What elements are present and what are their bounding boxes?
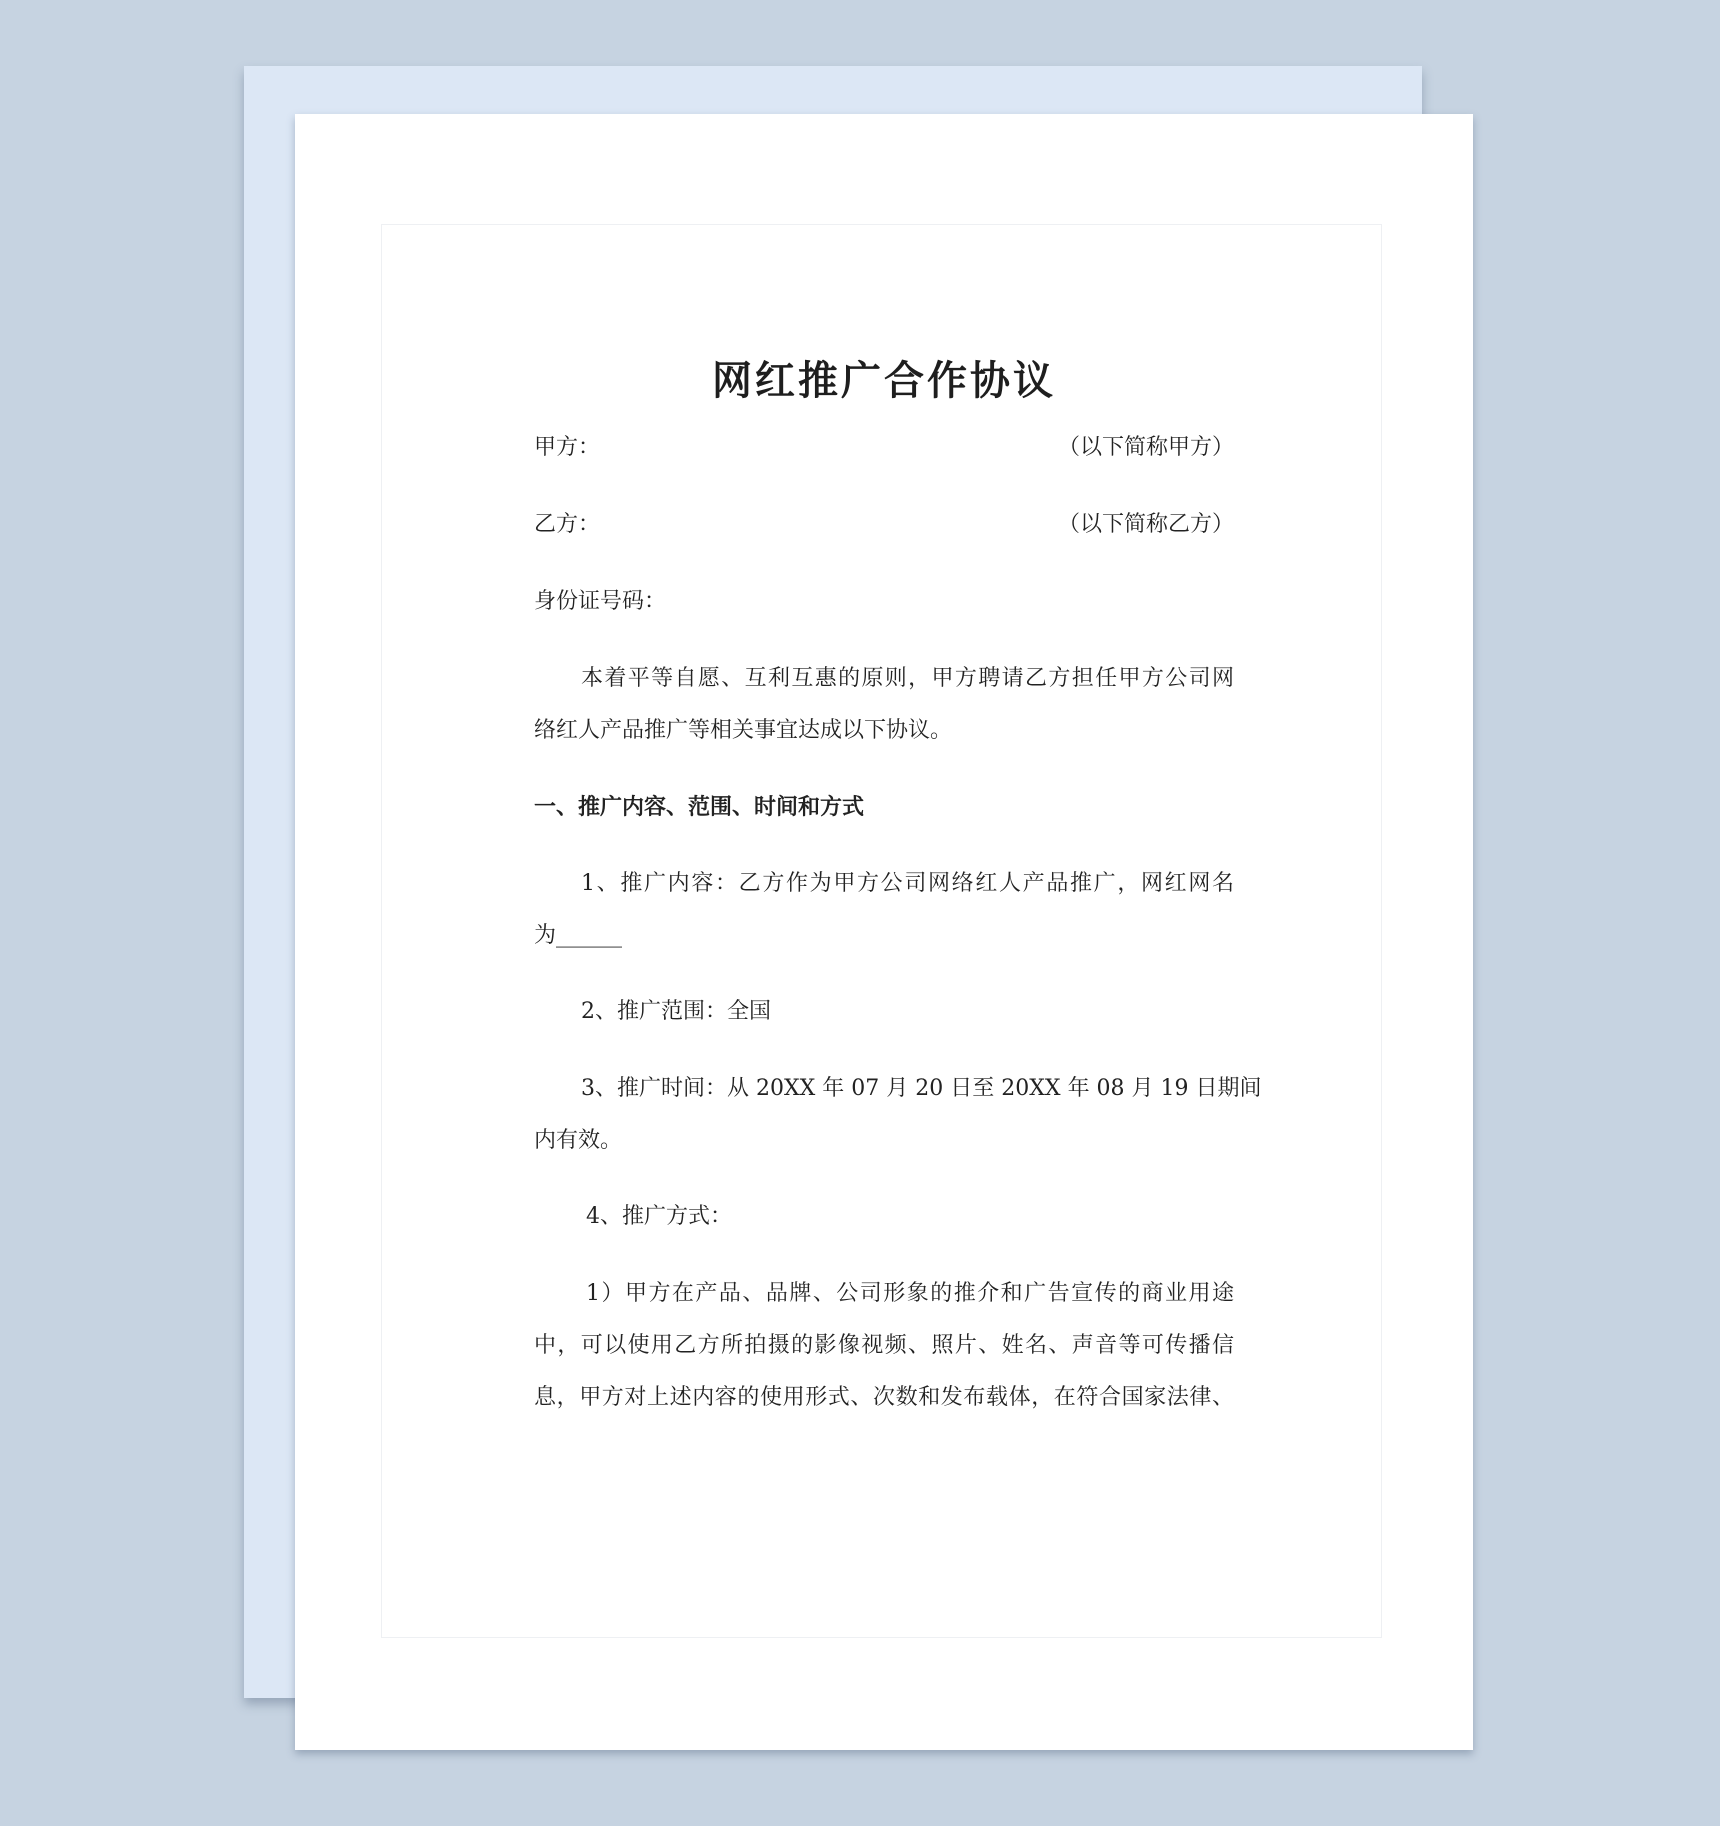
party-b-note: （以下简称乙方）: [1057, 512, 1234, 537]
item-1-line-2: 为______: [534, 923, 623, 948]
item-3-line-1: 3、推广时间：从 20XX 年 07 月 20 日至 20XX 年 08 月 19 日期间: [581, 1076, 1262, 1101]
party-b-label: 乙方：: [534, 512, 601, 537]
party-a-note: （以下简称甲方）: [1057, 435, 1234, 460]
intro-line-2: 络红人产品推广等相关事宜达成以下协议。: [534, 718, 953, 743]
sub-item-1-line-1: 1）甲方在产品、品牌、公司形象的推介和广告宣传的商业用途: [586, 1281, 1234, 1306]
sub-item-1-line-3: 息，甲方对上述内容的使用形式、次数和发布载体，在符合国家法律、: [534, 1385, 1234, 1410]
intro-line-1: 本着平等自愿、互利互惠的原则，甲方聘请乙方担任甲方公司网: [581, 666, 1234, 691]
party-a-label: 甲方：: [534, 435, 601, 460]
section-1-heading: 一、推广内容、范围、时间和方式: [534, 794, 865, 820]
document-title: 网红推广合作协议: [712, 358, 1056, 404]
document-page: [295, 114, 1473, 1750]
id-number-label: 身份证号码：: [534, 589, 667, 614]
sub-item-1-line-2: 中，可以使用乙方所拍摄的影像视频、照片、姓名、声音等可传播信: [534, 1333, 1234, 1358]
item-4: 4、推广方式：: [586, 1204, 732, 1229]
item-2: 2、推广范围：全国: [581, 999, 771, 1024]
item-3-line-2: 内有效。: [534, 1128, 623, 1153]
item-1-line-1: 1、推广内容：乙方作为甲方公司网络红人产品推广，网红网名: [581, 871, 1234, 896]
